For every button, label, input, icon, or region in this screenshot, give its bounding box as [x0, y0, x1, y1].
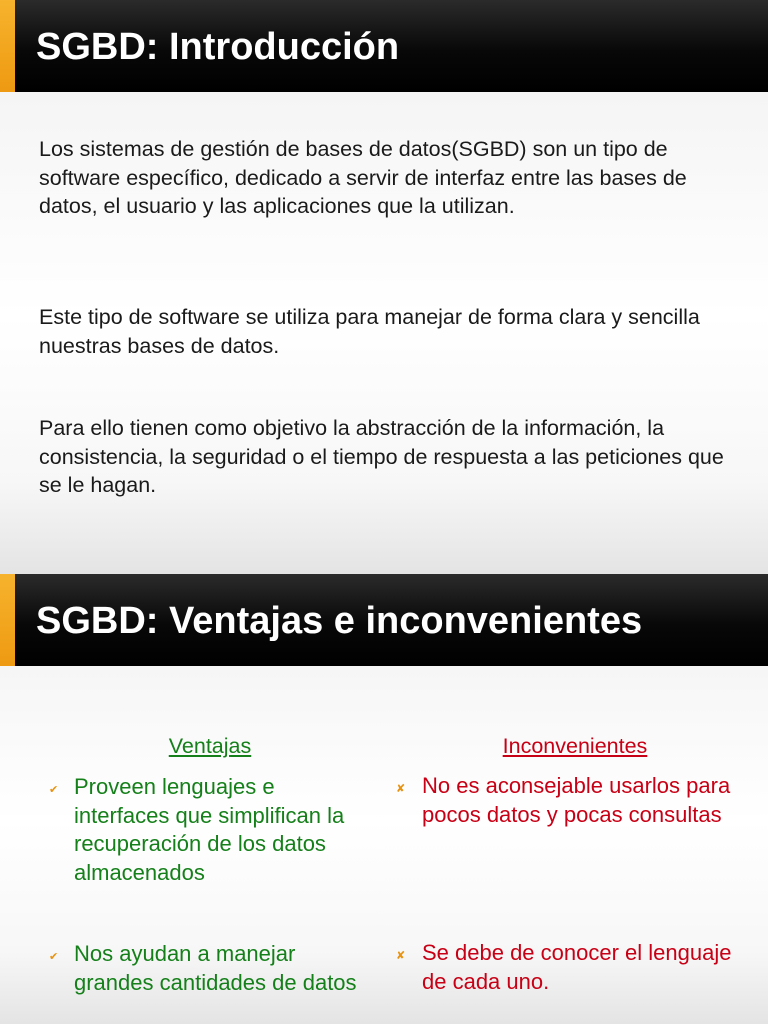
cons-heading: Inconvenientes — [502, 734, 648, 758]
pros-item: Proveen lenguajes e interfaces que simplifican la recuperación de los datos almacenados — [74, 774, 345, 885]
cons-item: Se debe de conocer el lenguaje de cada uno. — [422, 940, 732, 994]
slide-ventajas-inconvenientes — [0, 574, 768, 1024]
checkmark-icon: ✔ — [49, 951, 59, 963]
cross-icon: ✘ — [396, 950, 406, 962]
slide-title: SGBD: Ventajas e inconvenientes — [36, 600, 643, 642]
cross-icon: ✘ — [396, 783, 406, 795]
title-bar — [0, 574, 768, 666]
slide-title: SGBD: Introducción — [36, 26, 400, 68]
title-accent-stripe — [0, 574, 15, 666]
paragraph-definition: Los sistemas de gestión de bases de datos(SGBD) son un tipo de software específico, dedicado a servir de interfaz entre las bases de datos, el usuario y las aplicaciones que la utilizan. — [39, 137, 687, 218]
paragraph-usage: Este tipo de software se utiliza para manejar de forma clara y sencilla nuestras bases de datos. — [39, 305, 700, 358]
title-accent-stripe — [0, 0, 15, 92]
title-bar — [0, 0, 768, 92]
paragraph-objectives: Para ello tienen como objetivo la abstracción de la información, la consistencia, la seguridad o el tiempo de respuesta a las peticiones que se le hagan. — [39, 416, 724, 497]
cons-item: No es aconsejable usarlos para pocos datos y pocas consultas — [422, 773, 731, 827]
pros-heading: Ventajas — [168, 734, 252, 758]
checkmark-icon: ✔ — [49, 784, 59, 796]
pros-item: Nos ayudan a manejar grandes cantidades de datos — [74, 941, 357, 995]
